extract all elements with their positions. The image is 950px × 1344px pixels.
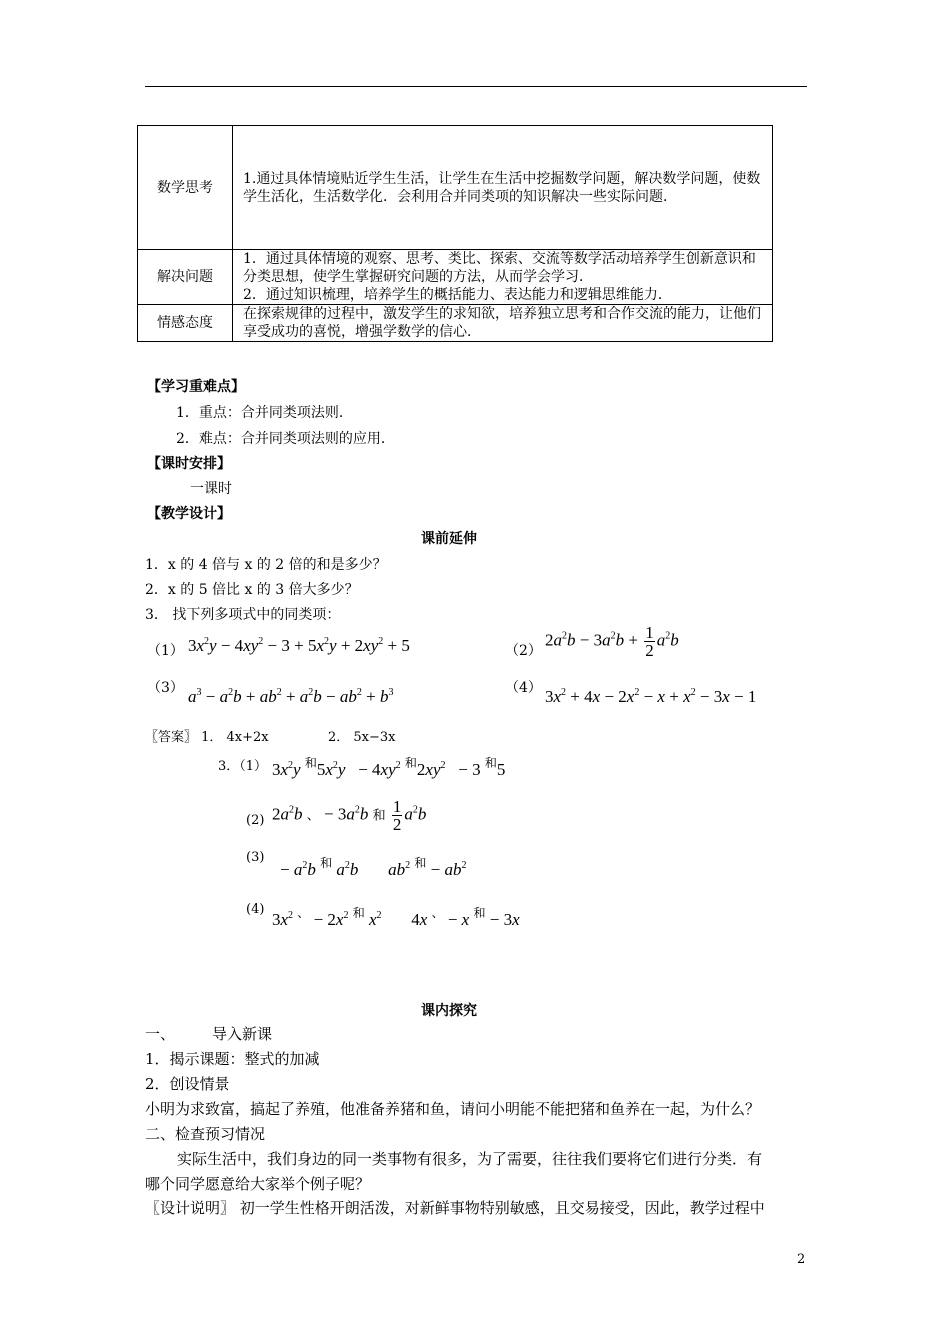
he-word: 和: [352, 906, 365, 920]
dun-mark: 、: [306, 807, 320, 823]
row-label: 解决问题: [138, 250, 233, 305]
he-word: 和: [484, 756, 497, 770]
poly-3: $a^3 - a^2b + ab^2 + a^2b - ab^2 + b^3$: [188, 687, 394, 706]
key-point-2: 2．难点：合并同类项法则的应用．: [176, 431, 395, 447]
answer-2: 2． 5x−3x: [328, 730, 396, 745]
paragraph-line-1: 实际生活中，我们身边的同一类事物有很多，为了需要，往往我们要将它们进行分类．有: [177, 1150, 763, 1168]
question-1: 1．x 的 4 倍与 x 的 2 倍的和是多少？: [145, 557, 387, 573]
design-heading: 【教学设计】: [147, 506, 231, 522]
section-1-item-2: 2．创设情景: [145, 1075, 230, 1093]
he-word: 和: [414, 856, 427, 870]
answer-3-1: $3x^2y$ $^和5x^2y - 4xy^2$ $^和2xy^2 - 3$ $^和$5: [272, 756, 506, 779]
he-word: 和: [473, 906, 486, 920]
he-word: 和: [320, 856, 333, 870]
goals-table: [137, 125, 773, 342]
he-word: 和: [372, 807, 386, 823]
answer-3-4-label: (4): [246, 902, 265, 917]
paragraph-line-2: 哪个同学愿意给大家举个例子呢？: [145, 1175, 371, 1193]
poly-3-label: （3）: [147, 680, 184, 696]
answer-3-2: $2a^2b$ 、 − $3a^2b$ 和 $\frac{1}{2}$ $a^2b$: [272, 797, 427, 834]
poly-2: $2a^2b - 3a^2b$ + $\frac{1}{2}$ $a^2b$: [545, 623, 679, 660]
page-number: 2: [797, 1252, 806, 1267]
poly-4-label: （4）: [505, 680, 542, 696]
he-word: 和: [304, 756, 317, 770]
answer-3-3-label: (3): [246, 850, 265, 865]
key-point-1: 1．重点：合并同类项法则．: [176, 405, 353, 421]
dun-mark: 、: [431, 906, 444, 920]
schedule-heading: 【课时安排】: [147, 456, 231, 472]
dun-mark: 、: [297, 906, 310, 920]
row-label: 数学思考: [138, 126, 233, 250]
poly-2-label: （2）: [505, 643, 542, 659]
poly-4: $3x^2 + 4x - 2x^2 - x + x^2 - 3x - 1$: [545, 687, 757, 706]
story-text: 小明为求致富，搞起了养殖，他准备养猪和鱼，请问小明能不能把猪和鱼养在一起，为什么？: [145, 1100, 761, 1118]
header-rule: [145, 86, 807, 87]
section-1-item-1: 1．揭示课题：整式的加减: [145, 1050, 320, 1068]
preclass-title: 课前延伸: [421, 531, 477, 547]
section-2-title: 二、检查预习情况: [145, 1125, 266, 1143]
answer-3-2-label: (2): [246, 813, 265, 828]
section-1-number: 一、: [145, 1025, 176, 1043]
table-row: [138, 305, 773, 342]
key-points-heading: 【学习重难点】: [147, 379, 245, 395]
table-row: [138, 126, 773, 250]
answer-3-label: 3．（1）: [218, 759, 268, 774]
he-word: 和: [404, 756, 417, 770]
question-3: 3． 找下列多项式中的同类项：: [145, 607, 341, 623]
row-text: 1.通过具体情境贴近学生生活，让学生在生活中挖掘数学问题，解决数学问题，使数学生活化，生活数学化．会利用合并同类项的知识解决一些实际问题．: [233, 126, 773, 250]
poly-1: $3x^2y - 4xy^2 - 3 + 5x^2y + 2xy^2 + 5$: [188, 636, 410, 655]
section-1-title: 导入新课: [212, 1025, 273, 1043]
row-label: 情感态度: [138, 305, 233, 342]
table-row: [138, 250, 773, 305]
answer-label: 〖答案〗 1． 4x+2x: [145, 730, 269, 745]
question-2: 2．x 的 5 倍比 x 的 3 倍大多少？: [145, 582, 359, 598]
row-text-line: 2．通过知识梳理，培养学生的概括能力、表达能力和逻辑思维能力．: [243, 287, 672, 303]
answer-3-4: $3x^2$ $^、 - 2x^2$ $^和$ $x^2$ 4x 、 − x $^和$ − 3x: [272, 906, 520, 929]
answer-3-3: − $a^2b$ $^和$ $a^2b$ $ab^2$ $^和 - ab^2$: [280, 856, 467, 879]
row-text-line: 1．通过具体情境的观察、思考、类比、探索、交流等数学活动培养学生创新意识和分类思想，使学生掌握研究问题的方法，从而学会学习．: [243, 251, 756, 285]
inclass-title: 课内探究: [421, 1003, 477, 1019]
design-note: 〖设计说明〗 初一学生性格开朗活泼，对新鲜事物特别敏感，且交易接受，因此，教学过程中: [145, 1199, 765, 1217]
poly-1-label: （1）: [147, 643, 184, 659]
schedule-text: 一课时: [190, 481, 232, 497]
row-text: 在探索规律的过程中，激发学生的求知欲，培养独立思考和合作交流的能力，让他们享受成功的喜悦，增强学数学的信心．: [233, 305, 773, 342]
row-text: [233, 250, 773, 305]
